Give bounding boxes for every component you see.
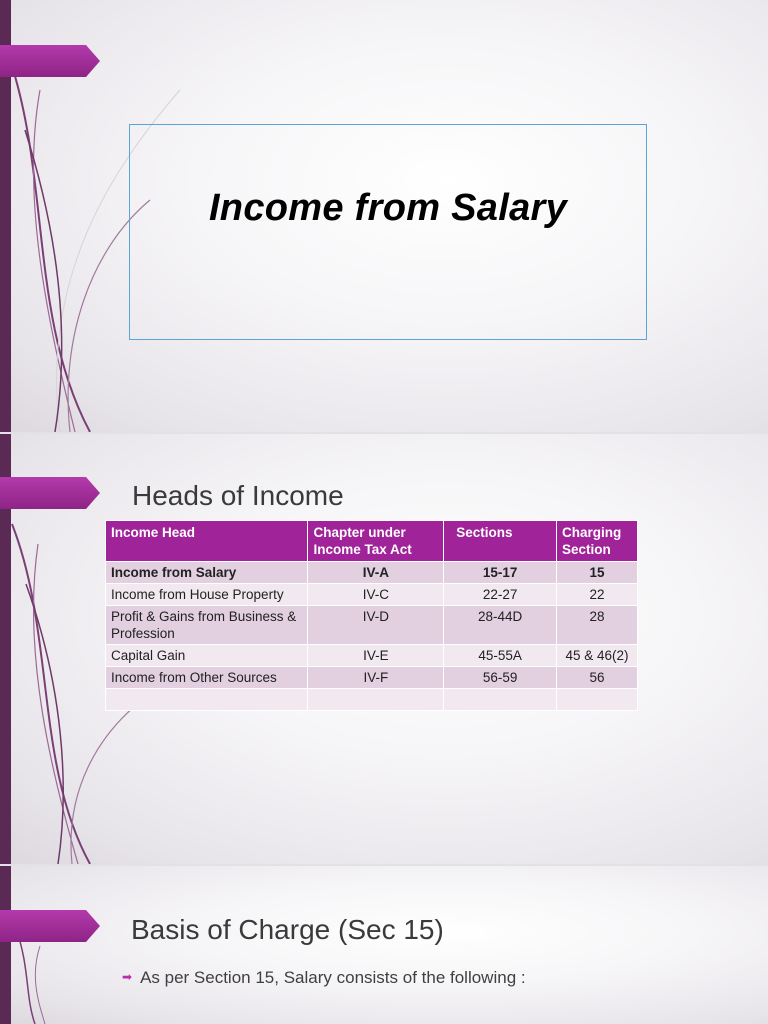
cell-chapter: IV-D: [308, 606, 444, 645]
bullet-text: As per Section 15, Salary consists of the following :: [140, 968, 526, 987]
slide-basis-of-charge: [0, 866, 768, 1024]
decorative-swirl: [0, 866, 120, 1024]
cell-sections: [444, 689, 557, 711]
arrow-right-icon: ➡: [122, 970, 133, 984]
slide-heading: Heads of Income: [132, 480, 344, 511]
header-income-head: Income Head: [106, 521, 308, 562]
page-title: Income from Salary: [208, 187, 568, 229]
slide-tab-marker: [0, 45, 100, 77]
cell-income-head: Income from Other Sources: [106, 667, 308, 689]
title-placeholder-box: [129, 124, 647, 340]
cell-sections: 56-59: [444, 667, 557, 689]
cell-income-head: Income from Salary: [106, 562, 308, 584]
income-heads-table: [105, 520, 638, 711]
table-row: [106, 606, 638, 645]
cell-charging-section: [557, 689, 638, 711]
table-row: [106, 584, 638, 606]
cell-charging-section: 56: [557, 667, 638, 689]
slide-title: [0, 0, 768, 432]
slide-heading: Basis of Charge (Sec 15): [131, 914, 444, 945]
cell-chapter: IV-C: [308, 584, 444, 606]
header-chapter: Chapter under Income Tax Act: [308, 521, 444, 562]
cell-sections: 45-55A: [444, 645, 557, 667]
cell-income-head: Income from House Property: [106, 584, 308, 606]
header-sections: Sections: [444, 521, 557, 562]
slide-tab-marker: [0, 477, 100, 509]
cell-sections: 22-27: [444, 584, 557, 606]
bullet-item: [122, 968, 526, 988]
cell-income-head: [106, 689, 308, 711]
cell-income-head: Capital Gain: [106, 645, 308, 667]
table-row: [106, 645, 638, 667]
cell-income-head: Profit & Gains from Business & Profession: [106, 606, 308, 645]
table-row: [106, 562, 638, 584]
cell-chapter: IV-A: [308, 562, 444, 584]
header-charging-section: Charging Section: [557, 521, 638, 562]
cell-sections: 15-17: [444, 562, 557, 584]
cell-charging-section: 45 & 46(2): [557, 645, 638, 667]
cell-charging-section: 15: [557, 562, 638, 584]
slide-heads-of-income: [0, 434, 768, 864]
table-header-row: [106, 521, 638, 562]
cell-charging-section: 28: [557, 606, 638, 645]
cell-chapter: IV-F: [308, 667, 444, 689]
cell-sections: 28-44D: [444, 606, 557, 645]
table-row-empty: [106, 689, 638, 711]
table-row: [106, 667, 638, 689]
cell-charging-section: 22: [557, 584, 638, 606]
cell-chapter: [308, 689, 444, 711]
cell-chapter: IV-E: [308, 645, 444, 667]
slide-tab-marker: [0, 910, 100, 942]
